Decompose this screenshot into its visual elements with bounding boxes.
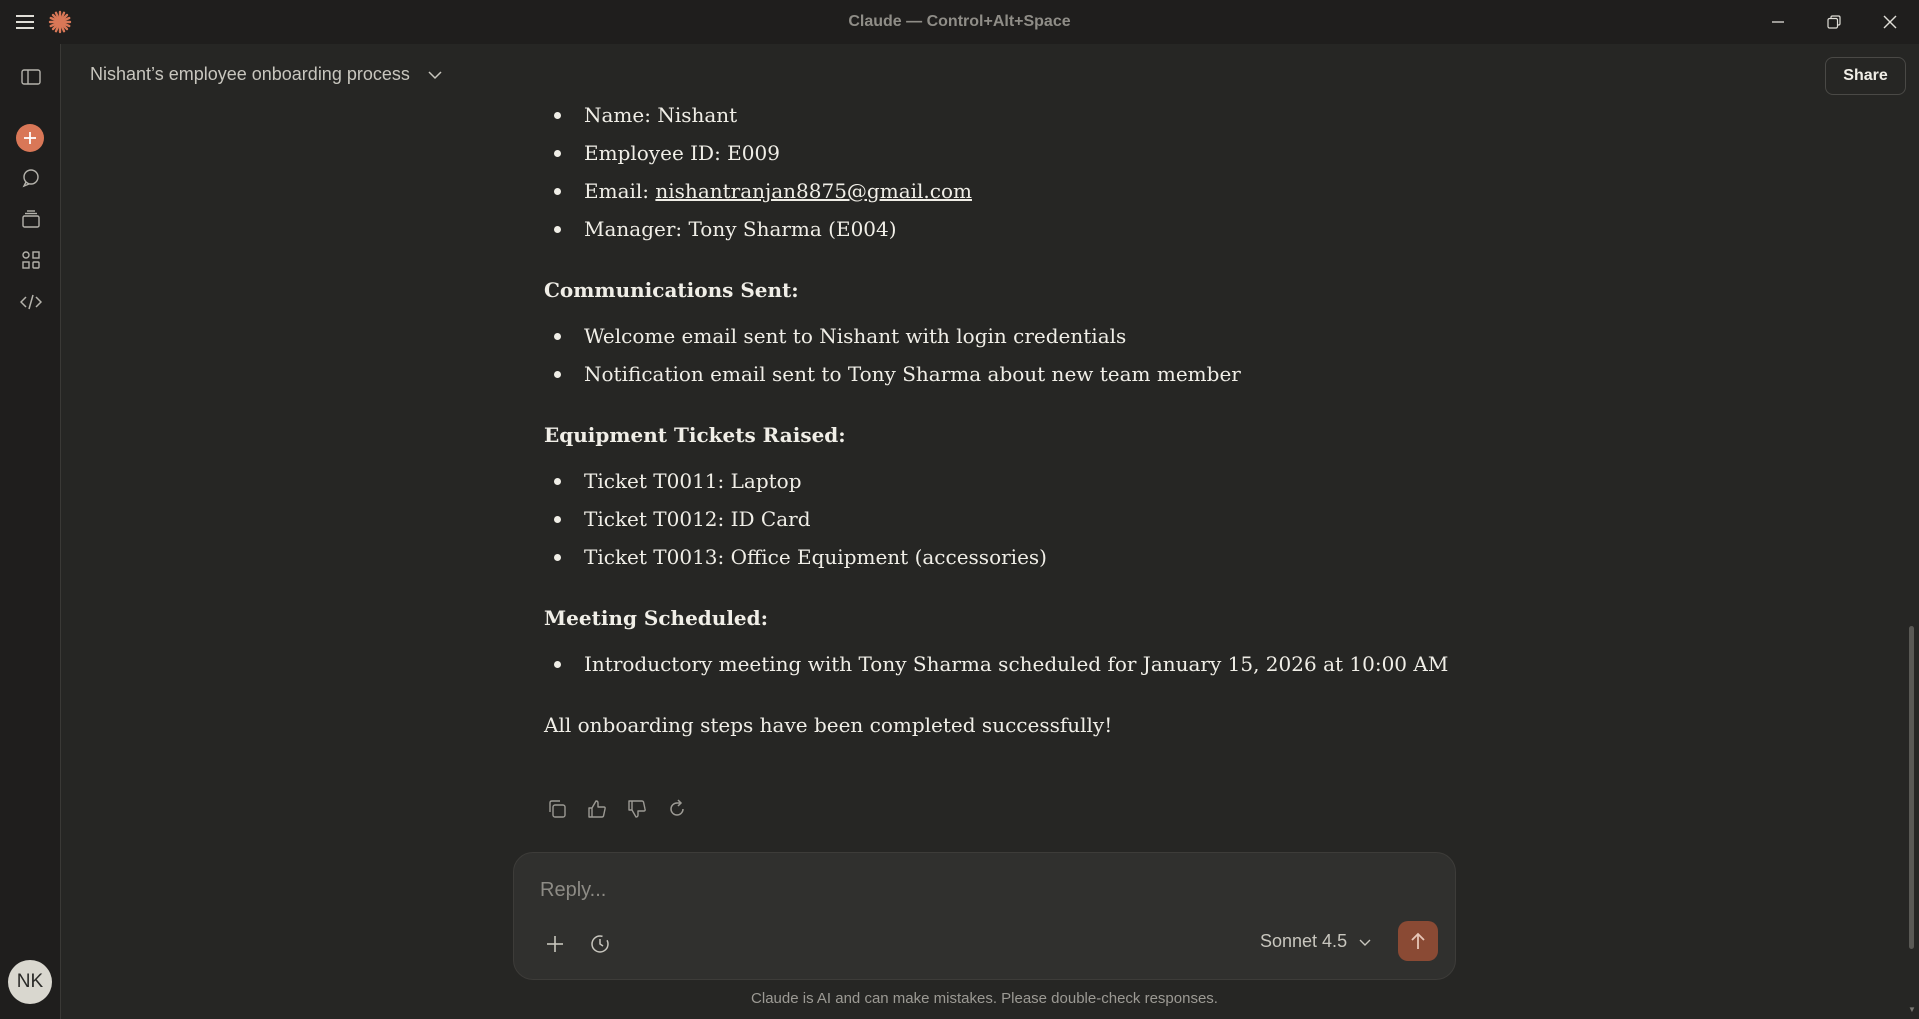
chat-title-dropdown[interactable] [90,64,442,85]
composer [513,852,1456,980]
sidebar [0,44,61,1019]
attach-button[interactable] [538,927,572,961]
chat-bubble-icon[interactable] [14,161,48,195]
plus-icon [23,131,37,145]
scroll-down-arrow[interactable]: ▼ [1908,1005,1916,1014]
chevron-down-icon [1359,931,1371,952]
list-item: Ticket T0012: ID Card [544,500,1464,538]
thumbs-up-icon[interactable] [584,796,610,822]
arrow-up-icon [1410,932,1426,950]
new-chat-button[interactable] [16,124,44,152]
equipment-list [544,462,1464,576]
chevron-down-icon [428,64,442,85]
list-item: Ticket T0013: Office Equipment (accessories) [544,538,1464,576]
restore-icon[interactable] [1806,0,1862,44]
communications-list [544,317,1464,393]
model-label: Sonnet 4.5 [1260,931,1348,951]
list-item: Ticket T0011: Laptop [544,462,1464,500]
scrollbar-thumb[interactable] [1909,626,1914,949]
share-button[interactable]: Share [1825,57,1906,95]
email-link[interactable]: nishantranjan8875@gmail.com [655,179,972,203]
chat-title: Nishant’s employee onboarding process [90,64,410,84]
list-item: Welcome email sent to Nishant with login credentials [544,317,1464,355]
send-button[interactable] [1398,921,1438,961]
section-heading: Communications Sent: [544,278,799,302]
list-item: Manager: Tony Sharma (E004) [544,210,1464,248]
sidebar-toggle-icon[interactable] [14,60,48,94]
reply-input[interactable] [540,875,1420,905]
window-title: Claude — Control+Alt+Space [848,13,1071,30]
list-item: Employee ID: E009 [544,134,1464,172]
model-selector[interactable] [1260,931,1371,952]
minimize-icon[interactable] [1750,0,1806,44]
title-bar [0,0,1919,44]
avatar[interactable]: NK [8,960,52,1004]
thumbs-down-icon[interactable] [624,796,650,822]
history-icon[interactable] [583,927,617,961]
section-heading: Meeting Scheduled: [544,606,769,630]
list-item: Notification email sent to Tony Sharma about new team member [544,355,1464,393]
assistant-message [544,90,1464,744]
shapes-icon[interactable] [14,243,48,277]
email-prefix: Email: [584,179,656,203]
retry-icon[interactable] [664,796,690,822]
list-item: Introductory meeting with Tony Sharma scheduled for January 15, 2026 at 10:00 AM [544,645,1464,683]
plus-icon [546,935,564,953]
list-item [544,172,1464,210]
list-item: Name: Nishant [544,96,1464,134]
employee-details-list [544,96,1464,248]
stack-icon[interactable] [14,202,48,236]
copy-icon[interactable] [544,796,570,822]
code-icon[interactable] [14,285,48,319]
closing-text: All onboarding steps have been completed successfully! [544,713,1113,737]
message-actions [544,796,690,822]
disclaimer-text: Claude is AI and can make mistakes. Please double-check responses. [751,990,1218,1007]
close-icon[interactable] [1862,0,1918,44]
meeting-list [544,645,1464,683]
section-heading: Equipment Tickets Raised: [544,423,846,447]
